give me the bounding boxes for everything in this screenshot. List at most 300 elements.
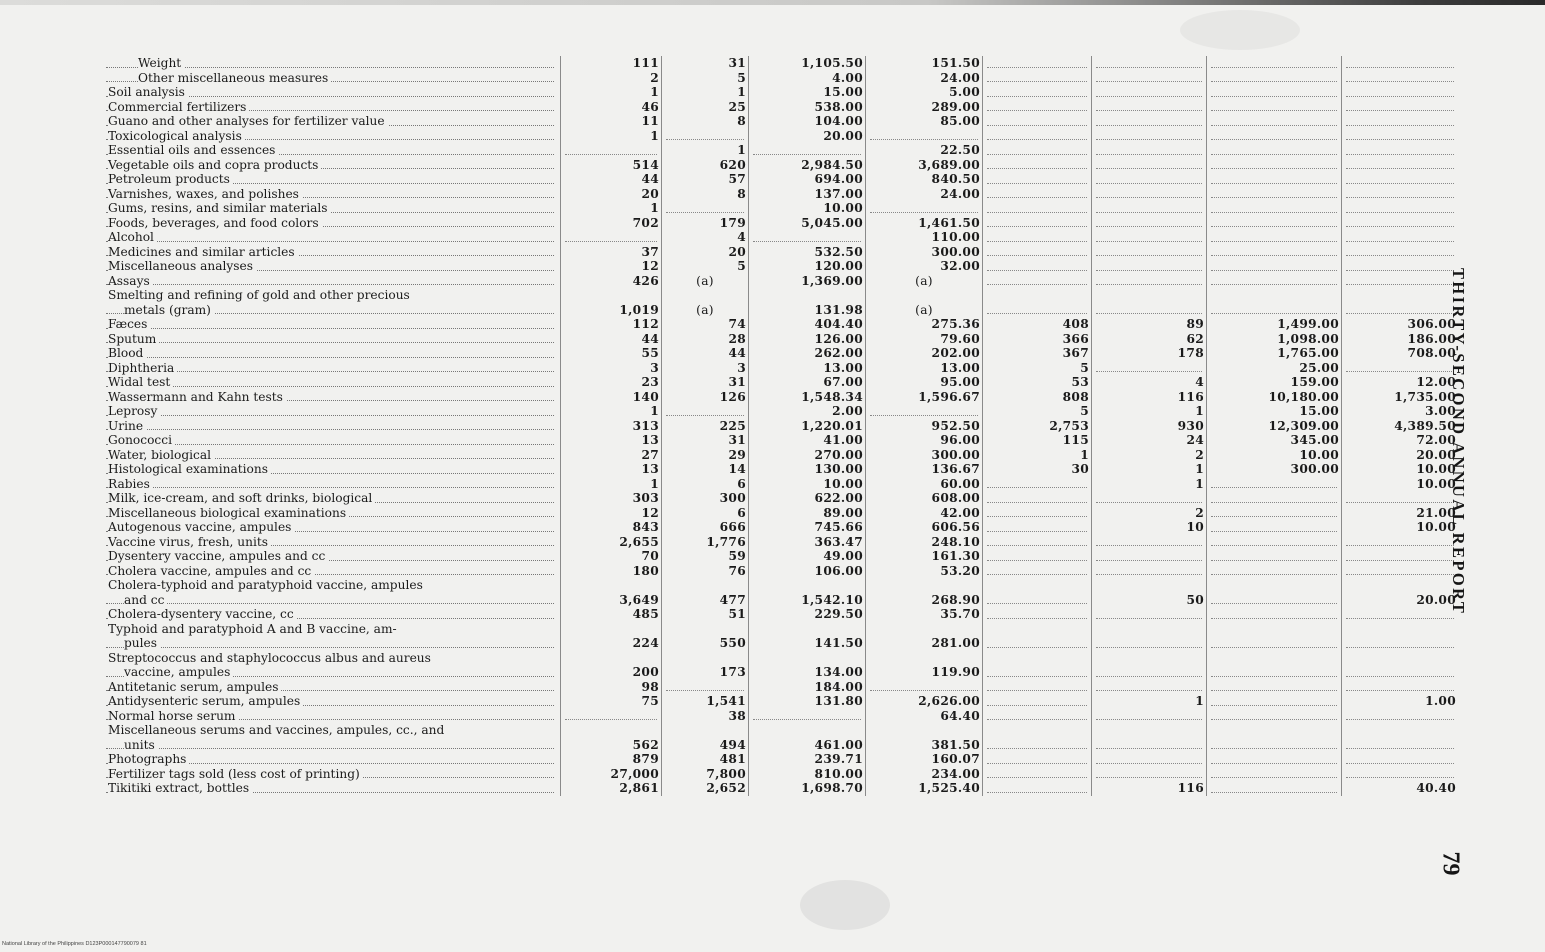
row-label-text: Antitetanic serum, ampules [108,680,281,694]
row-label-text: Foods, beverages, and food colors [108,216,322,230]
table-cell [1092,114,1207,129]
table-cell: 229.50 [749,607,866,622]
row-label [106,491,561,506]
row-label-text: Smelting and refining of gold and other precious [108,288,413,302]
row-label-text: Blood [108,346,146,360]
table-cell: 85.00 [866,114,983,129]
table-cell: 225 [662,419,749,434]
table-cell: 24.00 [866,187,983,202]
table-cell [1207,129,1342,144]
table-row [106,143,1458,158]
table-cell: 1,735.00 [1394,389,1456,404]
table-cell: 3,649 [561,593,662,608]
table-row [106,564,1458,579]
table-cell: 1 [561,404,662,419]
table-row [106,738,1458,753]
table-cell: 2 [1092,506,1207,521]
table-cell: 98 [561,680,662,695]
table-cell: 426 [561,274,662,289]
table-row [106,491,1458,506]
table-cell: 366 [983,332,1092,347]
table-cell: 2,984.50 [749,158,866,173]
table-cell: 27 [561,448,662,463]
row-label [106,781,561,796]
row-label-text: Sputum [108,332,159,346]
table-cell [983,665,1092,680]
table-cell: 2 [1092,448,1207,463]
table-cell: 1 [662,85,749,100]
table-cell: 12 [561,259,662,274]
row-label-text: Histological examinations [108,462,271,476]
table-cell: 20.00 [1416,592,1456,607]
table-cell: 151.50 [866,56,983,71]
row-label-text: Miscellaneous serums and vaccines, ampules, cc., and [108,723,447,737]
row-label [106,462,561,477]
table-cell: 2 [561,71,662,86]
table-cell: 70 [561,549,662,564]
table-cell [1207,56,1342,71]
table-cell [1207,71,1342,86]
row-label-text: Widal test [108,375,173,389]
row-label [106,752,561,767]
table-cell: 2,652 [662,781,749,796]
table-row [106,201,1458,216]
table-cell [1207,738,1342,753]
table-cell [1092,564,1207,579]
table-cell: 1,098.00 [1207,332,1342,347]
table-cell: 363.47 [749,535,866,550]
table-cell: 27,000 [561,767,662,782]
table-cell: 281.00 [866,636,983,651]
table-cell [1092,245,1207,260]
scan-footer: National Library of the Philippines D123P000147790079 81 [2,941,147,947]
table-cell: 40.40 [1416,781,1456,795]
table-row [106,665,1458,680]
table-cell: 31 [662,433,749,448]
row-label-text: Cholera-typhoid and paratyphoid vaccine, ampules [108,578,426,592]
table-cell: 134.00 [749,665,866,680]
table-cell [1207,187,1342,202]
table-cell [561,723,662,738]
table-cell: 538.00 [749,100,866,115]
table-cell [983,477,1092,492]
table-cell: 31 [662,56,749,71]
table-cell: 477 [662,593,749,608]
row-label-text: Milk, ice-cream, and soft drinks, biological [108,491,375,505]
table-row [106,622,1458,637]
table-cell [1342,56,1459,71]
table-cell [983,549,1092,564]
table-cell: 120.00 [749,259,866,274]
row-label [106,71,561,86]
table-row [106,129,1458,144]
table-row [106,462,1458,477]
table-cell: 622.00 [749,491,866,506]
table-cell [983,143,1092,158]
table-cell [1342,187,1459,202]
table-cell [1092,549,1207,564]
table-cell [561,288,662,303]
table-cell: 178 [1092,346,1207,361]
table-row [106,375,1458,390]
row-label-text: Cholera vaccine, ampules and cc [108,564,314,578]
row-label-text: Typhoid and paratyphoid A and B vaccine, am- [108,622,400,636]
row-label-text: Cholera-dysentery vaccine, cc [108,607,297,621]
table-cell [983,506,1092,521]
table-cell: 44 [561,172,662,187]
table-cell: 268.90 [866,593,983,608]
table-cell: 1,019 [561,303,662,318]
table-cell [749,143,866,158]
row-label [106,56,561,71]
table-cell: 12,309.00 [1207,419,1342,434]
table-cell [1092,607,1207,622]
table-cell: 79.60 [866,332,983,347]
table-row [106,85,1458,100]
table-cell: 31 [662,375,749,390]
table-cell: 1 [561,477,662,492]
table-cell: 5 [983,404,1092,419]
table-cell: 5 [662,259,749,274]
table-cell: 404.40 [749,317,866,332]
table-cell: 42.00 [866,506,983,521]
row-label [106,738,561,753]
table-cell: 116 [1092,390,1207,405]
table-cell [561,230,662,245]
table-cell [1092,71,1207,86]
table-cell [1092,361,1207,376]
table-cell: 115 [983,433,1092,448]
table-cell: 1,698.70 [749,781,866,796]
table-cell: 15.00 [749,85,866,100]
table-cell: 408 [983,317,1092,332]
table-row [106,593,1458,608]
table-cell [662,288,749,303]
table-cell: 30 [983,462,1092,477]
table-cell [1207,274,1342,289]
row-label-text: Fertilizer tags sold (less cost of printing) [108,767,363,781]
table-cell: 1 [1092,694,1207,709]
table-cell [662,723,749,738]
table-cell [1207,100,1342,115]
table-cell [1207,535,1342,550]
table-cell: 10.00 [749,201,866,216]
table-cell: 1,369.00 [749,274,866,289]
table-cell: 248.10 [866,535,983,550]
table-cell: 620 [662,158,749,173]
table-cell [1092,274,1207,289]
table-cell: 60.00 [866,477,983,492]
row-label-text: pules [124,636,160,650]
table-cell: 367 [983,346,1092,361]
row-label [106,520,561,535]
row-label-text: Photographs [108,752,189,766]
table-cell: 234.00 [866,767,983,782]
table-cell [1342,172,1459,187]
table-cell [1207,85,1342,100]
table-cell: 270.00 [749,448,866,463]
table-cell [983,187,1092,202]
table-cell: 5 [983,361,1092,376]
table-cell: 8 [662,187,749,202]
table-cell: 55 [561,346,662,361]
row-label-text: Guano and other analyses for fertilizer value [108,114,388,128]
table-cell: 76 [662,564,749,579]
table-row [106,651,1458,666]
running-head [1408,268,1508,698]
table-cell: 1 [561,129,662,144]
table-cell: 3 [662,361,749,376]
table-cell [1342,738,1459,753]
row-label-text: Wassermann and Kahn tests [108,390,286,404]
table-cell [866,723,983,738]
table-row [106,520,1458,535]
table-cell: 89 [1092,317,1207,332]
table-cell [1092,303,1207,318]
table-cell: 1,548.34 [749,390,866,405]
table-cell: 810.00 [749,767,866,782]
table-cell [1092,288,1207,303]
table-cell: 4 [662,230,749,245]
table-cell [983,201,1092,216]
row-label-text: Soil analysis [108,85,188,99]
table-cell: 184.00 [749,680,866,695]
row-label-text: Miscellaneous biological examinations [108,506,349,520]
table-cell [1092,158,1207,173]
table-cell [561,578,662,593]
table-cell [1207,709,1342,724]
table-cell: (a) [866,274,983,289]
table-cell [1207,520,1342,535]
table-cell: 708.00 [1407,346,1456,360]
running-head-title: THIRTY-SECOND ANNUAL REPORT [1449,268,1468,616]
table-cell [1207,216,1342,231]
table-cell [983,578,1092,593]
table-row [106,636,1458,651]
table-cell [749,622,866,637]
table-cell: 28 [662,332,749,347]
table-cell: 808 [983,390,1092,405]
table-cell [983,607,1092,622]
table-cell: 29 [662,448,749,463]
table-cell: 2.00 [749,404,866,419]
row-label [106,172,561,187]
table-cell: 64.40 [866,709,983,724]
table-cell: (a) [662,303,749,318]
table-cell: 32.00 [866,259,983,274]
table-cell: 13 [561,433,662,448]
table-cell: 1,541 [662,694,749,709]
table-cell [1207,201,1342,216]
table-cell: 1 [561,201,662,216]
table-cell: 131.98 [749,303,866,318]
table-cell: 345.00 [1207,433,1342,448]
row-label [106,114,561,129]
table-cell: 13 [561,462,662,477]
table-cell: 306.00 [1407,317,1456,331]
table-cell: 1,461.50 [866,216,983,231]
row-label [106,390,561,405]
row-label-text: Gums, resins, and similar materials [108,201,331,215]
table-row [106,56,1458,71]
row-label-text: Weight [138,56,184,70]
row-label [106,404,561,419]
row-label [106,187,561,202]
table-cell [1207,636,1342,651]
table-cell [1207,549,1342,564]
table-cell: 1,596.67 [866,390,983,405]
row-label-text: vaccine, ampules [124,665,233,679]
table-cell: 485 [561,607,662,622]
table-row [106,781,1458,796]
table-cell [1092,578,1207,593]
table-cell: 141.50 [749,636,866,651]
table-cell [983,288,1092,303]
table-cell [1342,85,1459,100]
table-cell [749,651,866,666]
table-cell: 38 [662,709,749,724]
table-cell: 23 [561,375,662,390]
table-cell [1342,158,1459,173]
table-cell [983,767,1092,782]
table-cell: 15.00 [1207,404,1342,419]
table-row [106,535,1458,550]
row-label [106,723,561,738]
table-cell: 1 [561,85,662,100]
table-row [106,752,1458,767]
table-cell [983,230,1092,245]
row-label [106,593,561,608]
table-cell [983,593,1092,608]
table-cell: 202.00 [866,346,983,361]
table-cell: 10.00 [1416,476,1456,491]
table-cell [983,100,1092,115]
row-label-text: Leprosy [108,404,160,418]
table-cell: 20 [561,187,662,202]
table-cell: 51 [662,607,749,622]
table-cell: 3,689.00 [866,158,983,173]
table-cell: 104.00 [749,114,866,129]
table-cell [1092,767,1207,782]
table-cell: 224 [561,636,662,651]
table-cell: 3.00 [1425,404,1456,418]
table-cell: 1,776 [662,535,749,550]
row-label-text: Diphtheria [108,361,177,375]
table-cell: 1,542.10 [749,593,866,608]
table-cell [1092,665,1207,680]
row-label-text: metals (gram) [124,303,214,317]
table-cell [1207,607,1342,622]
table-cell: 550 [662,636,749,651]
table-cell: 20.00 [1416,447,1456,462]
table-cell [983,651,1092,666]
row-label-text: Streptococcus and staphylococcus albus and aureus [108,651,434,665]
table-cell: 161.30 [866,549,983,564]
table-cell: 461.00 [749,738,866,753]
table-cell [561,143,662,158]
table-cell: 59 [662,549,749,564]
table-row [106,259,1458,274]
table-cell [662,129,749,144]
table-cell [866,622,983,637]
table-cell [866,578,983,593]
table-cell: (a) [662,274,749,289]
table-cell [561,709,662,724]
table-cell: 5,045.00 [749,216,866,231]
table-cell: 1,765.00 [1207,346,1342,361]
table-row [106,230,1458,245]
table-cell: 1.00 [1425,694,1456,708]
table-cell [983,274,1092,289]
table-cell [1207,491,1342,506]
table-cell [1207,752,1342,767]
table-cell: 4,389.50 [1394,418,1456,433]
table-cell: 74 [662,317,749,332]
table-cell: 20 [662,245,749,260]
table-cell [1092,738,1207,753]
row-label [106,158,561,173]
table-cell: 10.00 [749,477,866,492]
table-cell [1207,723,1342,738]
table-cell [866,651,983,666]
table-cell: 1,220.01 [749,419,866,434]
table-cell [1207,259,1342,274]
table-cell [662,404,749,419]
table-cell [983,709,1092,724]
table-cell [1207,564,1342,579]
table-row [106,158,1458,173]
table-cell [1207,593,1342,608]
table-row [106,346,1458,361]
table-cell: 494 [662,738,749,753]
row-label [106,375,561,390]
table-cell: 89.00 [749,506,866,521]
table-row [106,506,1458,521]
table-cell: 67.00 [749,375,866,390]
table-cell [983,259,1092,274]
table-cell [983,622,1092,637]
table-row [106,100,1458,115]
table-cell [1342,143,1459,158]
table-cell [1342,723,1459,738]
table-row [106,332,1458,347]
table-cell [749,288,866,303]
row-label-text: Miscellaneous analyses [108,259,256,273]
row-label-text: Autogenous vaccine, ampules [108,520,294,534]
statistics-table-body [106,56,1458,796]
row-label [106,578,561,593]
table-cell [1342,71,1459,86]
table-cell: 1 [662,143,749,158]
row-label [106,709,561,724]
row-label-text: Alcohol [108,230,157,244]
table-cell: 11 [561,114,662,129]
table-cell: 10.00 [1416,462,1456,476]
table-cell [866,201,983,216]
row-label-text: Medicines and similar articles [108,245,298,259]
table-cell: 35.70 [866,607,983,622]
table-row [106,433,1458,448]
table-cell: 140 [561,390,662,405]
table-cell [1207,665,1342,680]
table-cell: 606.56 [866,520,983,535]
table-cell: 75 [561,694,662,709]
table-cell: 562 [561,738,662,753]
table-cell: 25.00 [1207,361,1342,376]
table-cell: 160.07 [866,752,983,767]
table-cell [1207,506,1342,521]
table-cell: 745.66 [749,520,866,535]
